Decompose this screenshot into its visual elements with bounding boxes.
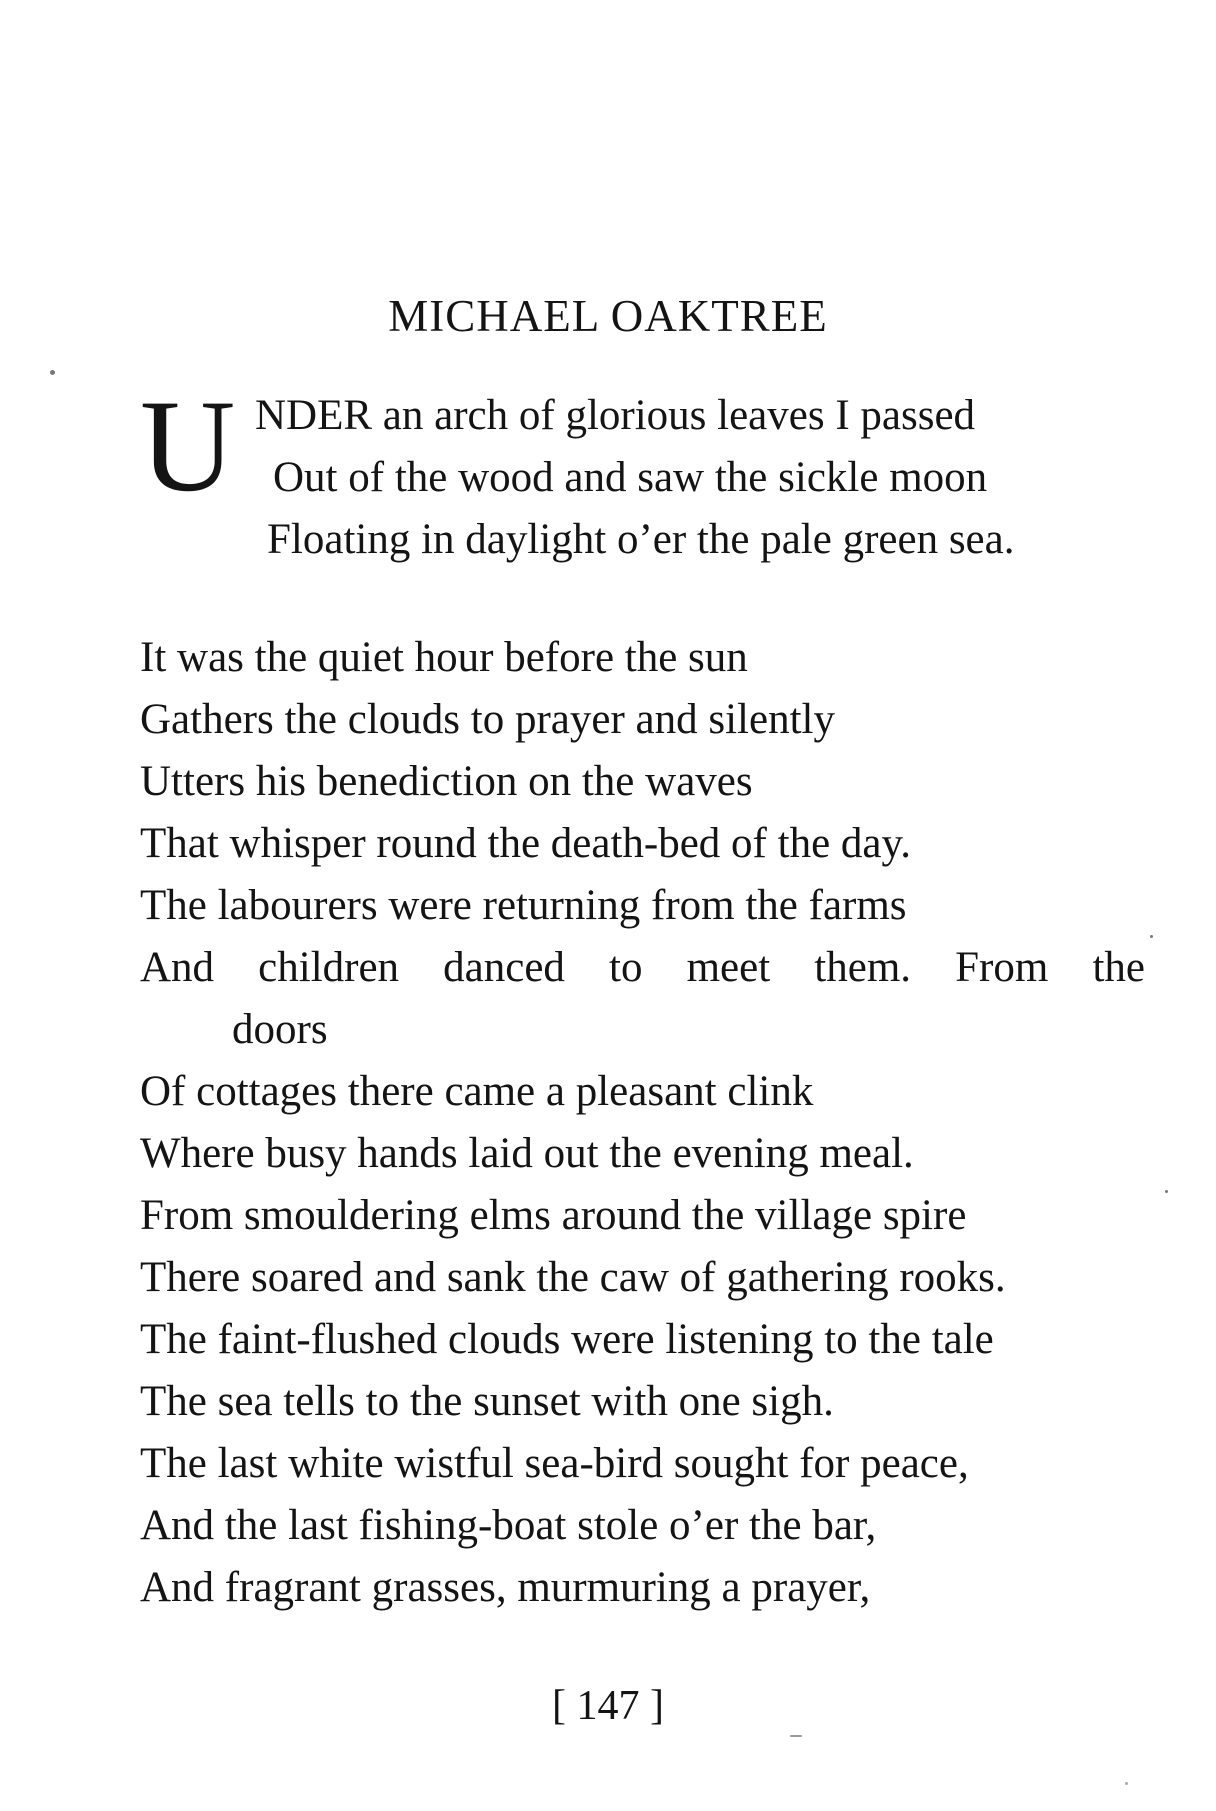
poem-line: Floating in daylight o’er the pale green sea. <box>267 516 1015 563</box>
paper-speck <box>1125 1782 1128 1785</box>
poem-line: And the last fishing-boat stole o’er the bar, <box>140 1502 877 1549</box>
poem-line: The sea tells to the sunset with one sigh. <box>140 1378 834 1425</box>
poem-word: danced <box>443 944 565 991</box>
poem-line: There soared and sank the caw of gathering rooks. <box>140 1254 1006 1301</box>
poem-line: Gathers the clouds to prayer and silently <box>140 696 835 743</box>
poem-line-runover: doors <box>232 1006 328 1053</box>
stanza-2 <box>140 627 1150 1619</box>
poem-title: MICHAEL OAKTREE <box>388 291 828 341</box>
poem-word: the <box>1092 944 1145 991</box>
poem-line: Out of the wood and saw the sickle moon <box>273 454 988 501</box>
poem-line: Of cottages there came a pleasant clink <box>140 1068 814 1115</box>
paper-speck <box>1165 1190 1168 1193</box>
poem-word: And <box>140 944 215 991</box>
poem-word: children <box>258 944 400 991</box>
paper-speck <box>50 370 55 375</box>
poem-word: From <box>955 944 1049 991</box>
poem-line: From smouldering elms around the village spire <box>140 1192 967 1239</box>
poem-line: It was the quiet hour before the sun <box>140 634 748 681</box>
poem-line: The last white wistful sea-bird sought for peace, <box>140 1440 969 1487</box>
poem-line: Utters his benediction on the waves <box>140 758 753 805</box>
poem-line: Where busy hands laid out the evening meal. <box>140 1130 914 1177</box>
poem-line: NDER an arch of glorious leaves I passed <box>255 392 976 439</box>
paper-speck <box>1150 935 1153 938</box>
poem-line: And fragrant grasses, murmuring a prayer, <box>140 1564 871 1611</box>
poem-line-justified <box>140 937 1145 999</box>
poem-word: to <box>609 944 643 991</box>
poem-line: That whisper round the death-bed of the day. <box>140 820 911 867</box>
poem-line: The labourers were returning from the farms <box>140 882 907 929</box>
poem-line: The faint-flushed clouds were listening to the tale <box>140 1316 994 1363</box>
paper-speck <box>790 1735 802 1737</box>
poem-word: meet <box>686 944 771 991</box>
poem-word: them. <box>814 944 912 991</box>
page-number: [ 147 ] <box>552 1683 664 1729</box>
drop-cap: U <box>140 372 236 519</box>
